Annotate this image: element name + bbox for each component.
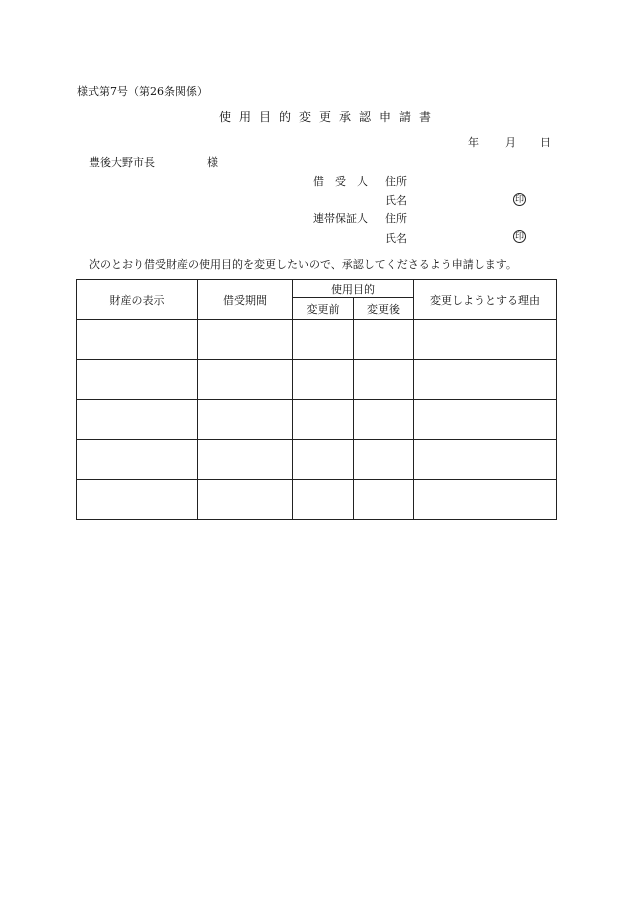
header-before: 変更前 [293, 298, 354, 320]
date-day-label: 日 [540, 136, 551, 149]
addressee-honorific: 様 [207, 156, 218, 169]
cell-period[interactable] [198, 440, 293, 480]
table-row [77, 480, 557, 520]
cell-property[interactable] [77, 400, 198, 440]
cell-before[interactable] [293, 480, 354, 520]
guarantor-address-label: 住所 [385, 212, 407, 225]
form-number: 様式第7号（第26条関係） [77, 85, 208, 98]
header-reason: 変更しようとする理由 [414, 280, 557, 320]
guarantor-name-label: 氏名 [385, 232, 407, 245]
borrower-name-label: 氏名 [385, 194, 407, 207]
cell-reason[interactable] [414, 360, 557, 400]
cell-reason[interactable] [414, 320, 557, 360]
cell-reason[interactable] [414, 480, 557, 520]
cell-after[interactable] [354, 440, 414, 480]
cell-after[interactable] [354, 360, 414, 400]
cell-period[interactable] [198, 400, 293, 440]
cell-property[interactable] [77, 360, 198, 400]
header-period: 借受期間 [198, 280, 293, 320]
date-year-label: 年 [468, 136, 479, 149]
cell-before[interactable] [293, 360, 354, 400]
table-row [77, 320, 557, 360]
guarantor-label: 連帯保証人 [313, 212, 368, 225]
cell-before[interactable] [293, 440, 354, 480]
header-purpose: 使用目的 [293, 280, 414, 298]
cell-property[interactable] [77, 440, 198, 480]
cell-after[interactable] [354, 400, 414, 440]
cell-period[interactable] [198, 360, 293, 400]
cell-property[interactable] [77, 320, 198, 360]
cell-period[interactable] [198, 480, 293, 520]
guarantor-seal-icon: 印 [514, 232, 524, 242]
cell-before[interactable] [293, 400, 354, 440]
cell-period[interactable] [198, 320, 293, 360]
cell-property[interactable] [77, 480, 198, 520]
cell-after[interactable] [354, 480, 414, 520]
cell-reason[interactable] [414, 400, 557, 440]
table-row [77, 440, 557, 480]
cell-after[interactable] [354, 320, 414, 360]
table-header-row [77, 280, 557, 298]
borrower-address-label: 住所 [385, 175, 407, 188]
table-row [77, 360, 557, 400]
addressee-name: 豊後大野市長 [89, 156, 155, 169]
page-title: 使用目的変更承認申請書 [219, 110, 440, 124]
body-text: 次のとおり借受財産の使用目的を変更したいので、承認してくださるよう申請します。 [89, 258, 517, 271]
borrower-label: 借受人 [313, 175, 379, 188]
table-row [77, 400, 557, 440]
cell-reason[interactable] [414, 440, 557, 480]
property-table [76, 279, 557, 520]
borrower-seal-icon: 印 [514, 195, 524, 205]
header-after: 変更後 [354, 298, 414, 320]
date-month-label: 月 [505, 136, 516, 149]
header-property: 財産の表示 [77, 280, 198, 320]
cell-before[interactable] [293, 320, 354, 360]
